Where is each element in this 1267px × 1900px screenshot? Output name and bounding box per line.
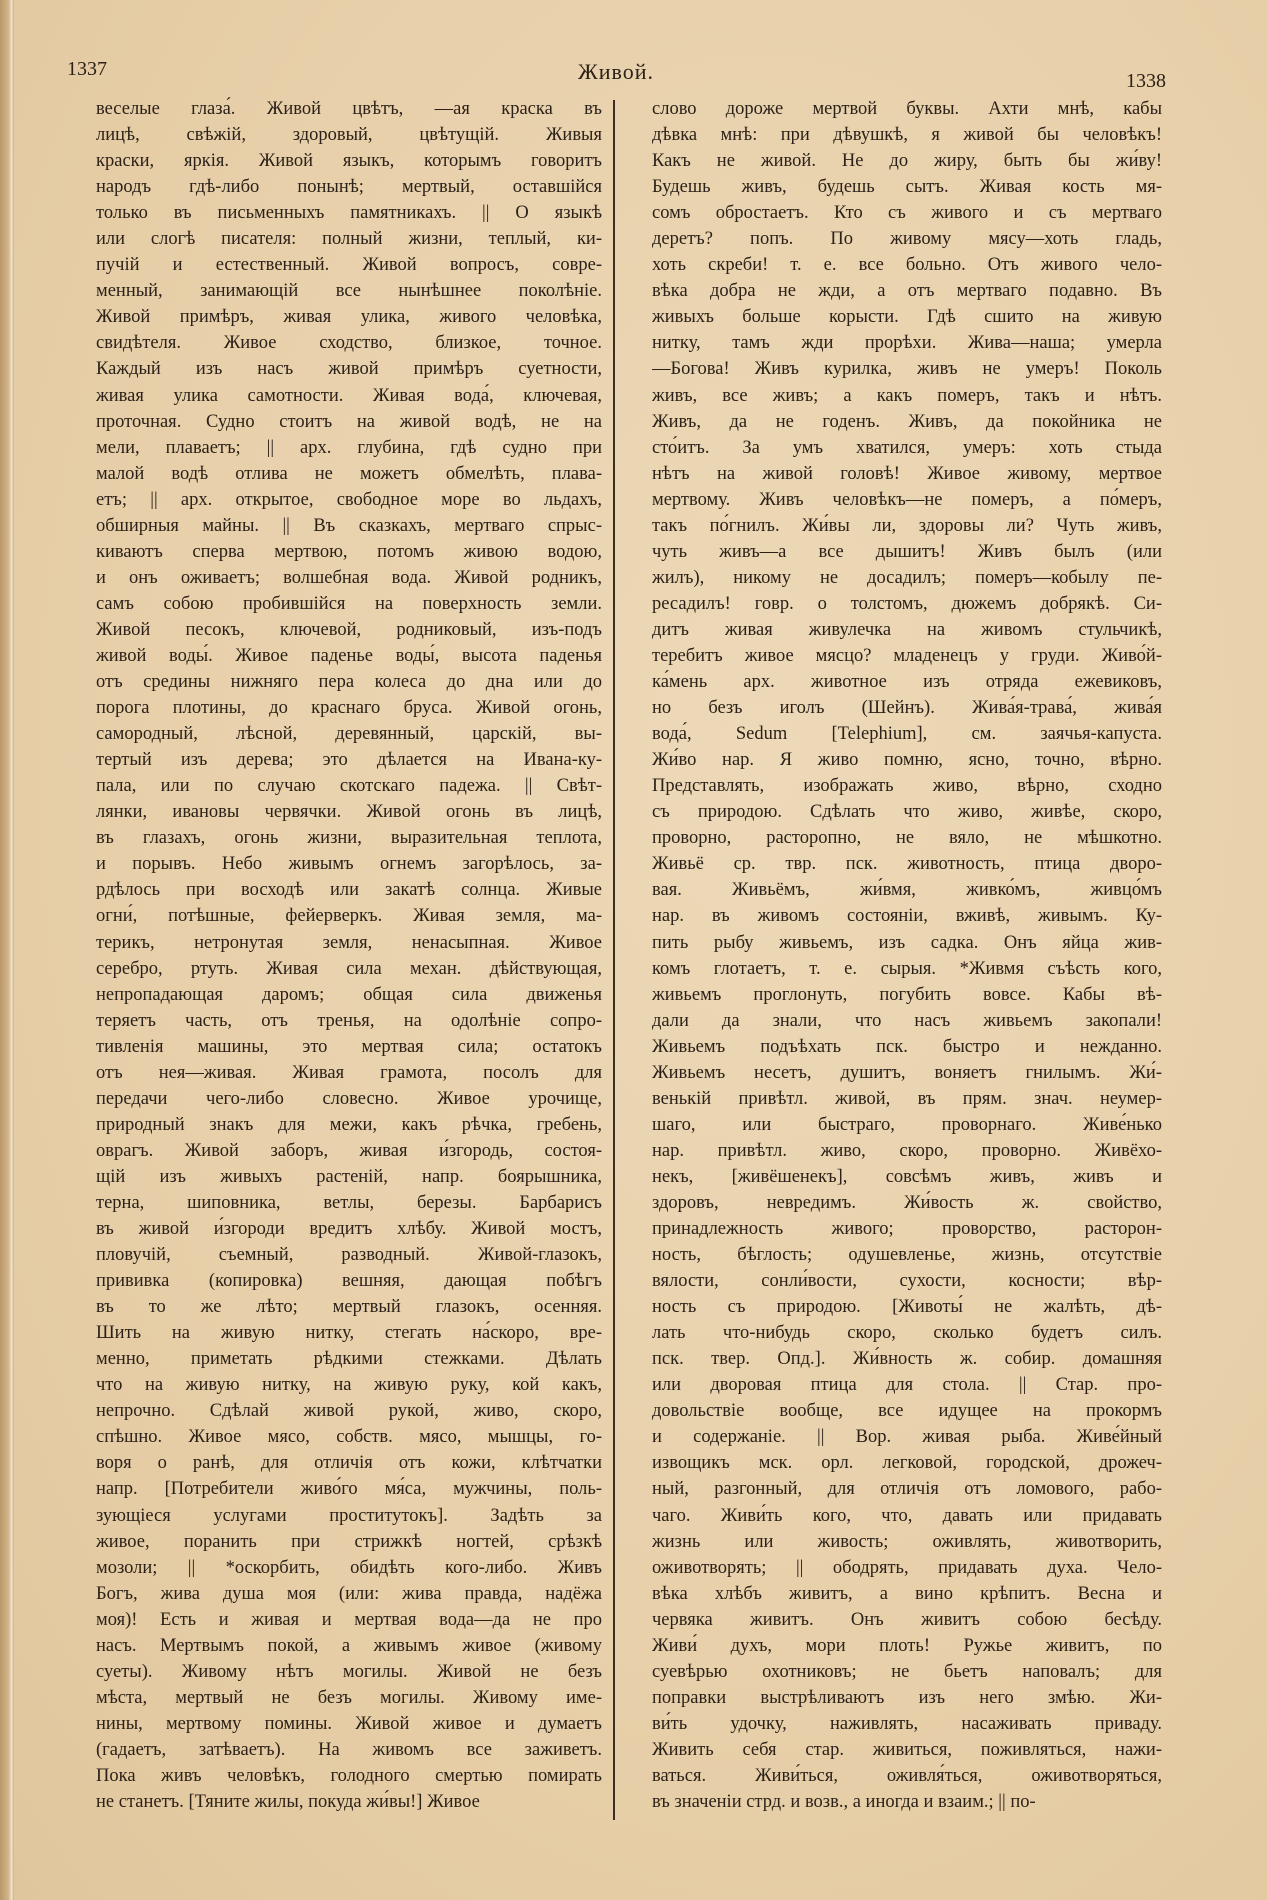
- text-line: обширныя майны. || Въ сказкахъ, мертваго спрыс-: [96, 515, 602, 536]
- text-line: хоть скреби! т. е. все больно. Отъ живого чело-: [652, 255, 1162, 276]
- text-line: Будешь живъ, будешь сытъ. Живая кость мя-: [652, 177, 1162, 198]
- text-line: менный, занимающій все нынѣшнее поколѣніе.: [96, 281, 602, 302]
- column-divider: [613, 100, 615, 1820]
- text-line: Пока живъ человѣкъ, голодного смертью помирать: [96, 1766, 602, 1786]
- text-line: непрочно. Сдѣлай живой рукой, живо, скоро,: [96, 1401, 602, 1422]
- text-line: менно, приметать рѣдкими стежками. Дѣлать: [96, 1349, 602, 1370]
- text-line: ресадилъ! говр. о толстомъ, дюжемъ добрякѣ. Си-: [652, 593, 1162, 614]
- text-line: Живой примѣръ, живая улика, живого человѣка,: [96, 307, 602, 328]
- text-line: живое, поранить при стрижкѣ ногтей, срѣзкѣ: [96, 1531, 602, 1552]
- text-line: деретъ? попъ. По живому мясу—хоть гладь,: [652, 229, 1162, 250]
- text-line: тивленія машины, это мертвая сила; остатокъ: [96, 1036, 602, 1057]
- text-line: вялости, сонли́вости, сухости, косности; вѣр-: [652, 1271, 1162, 1292]
- text-line: комъ глотаетъ, т. е. сырыя. *Живмя съѣсть кого,: [652, 958, 1162, 979]
- text-line: насъ. Мертвымъ покой, а живымъ живое (живому: [96, 1635, 602, 1656]
- text-line: щій изъ живыхъ растеній, напр. боярышника,: [96, 1166, 602, 1187]
- text-line: ка́мень арх. животное изъ отряда ежевиковъ,: [652, 672, 1162, 693]
- text-line: прививка (копировка) вешняя, дающая побѣгъ: [96, 1271, 602, 1292]
- text-line: не станетъ. [Тяните жилы, покуда жи́вы!] Живое: [96, 1792, 480, 1813]
- text-line: Живъ, да не годенъ. Живъ, да покойника не: [652, 411, 1162, 432]
- text-line: слово дороже мертвой буквы. Ахти мнѣ, кабы: [652, 99, 1162, 119]
- text-line: или дворовая птица для стола. || Стар. про-: [652, 1375, 1162, 1396]
- text-line: рдѣлось при восходѣ или закатѣ солнца. Живые: [96, 880, 602, 901]
- text-line: что на живую нитку, на живую руку, кой какъ,: [96, 1375, 602, 1396]
- text-line: етъ; || арх. открытое, свободное море во льдахъ,: [96, 489, 602, 510]
- text-line: ный, разгонный, для отличія отъ ломового, рабо-: [652, 1479, 1162, 1500]
- text-line: самъ собою пробившійся на поверхность земли.: [96, 593, 602, 614]
- page-header: [0, 56, 1267, 92]
- text-line: вода́, Sedum [Telephium], см. заячья-капуста.: [652, 724, 1162, 745]
- text-column-right: [652, 96, 1162, 1815]
- text-line: напр. [Потребители живо́го мя́са, мужчины, поль-: [96, 1479, 602, 1500]
- text-line: червяка живитъ. Онъ живитъ собою бесѣду.: [652, 1609, 1162, 1630]
- text-line: живая улика самотности. Живая вода́, ключевая,: [96, 385, 602, 406]
- text-line: —Богова! Живъ курилка, живъ не умеръ! Поколь: [652, 359, 1162, 380]
- text-line: вѣка добра не жди, а отъ мертваго подавно. Въ: [652, 281, 1162, 302]
- text-line: киваютъ сперва мертвою, потомъ живою водою,: [96, 541, 602, 562]
- text-line: здоровъ, невредимъ. Жи́вость ж. свойство,: [652, 1192, 1162, 1213]
- text-line: вая. Живьёмъ, жи́вмя, живко́мъ, живцо́мъ: [652, 880, 1162, 901]
- text-line: проточная. Судно стоитъ на живой водѣ, не на: [96, 411, 602, 432]
- text-line: лянки, ивановы червячки. Живой огонь въ лицѣ,: [96, 802, 602, 823]
- text-line: живыхъ больше корысти. Гдѣ сшито на живую: [652, 307, 1162, 328]
- text-line: лать что-нибудь скоро, сколько будетъ силъ.: [652, 1323, 1162, 1344]
- text-line: нитку, тамъ жди прорѣхи. Жива—наша; умерла: [652, 333, 1162, 354]
- text-line: суевѣрью охотниковъ; не бьетъ наповалъ; для: [652, 1661, 1162, 1682]
- text-line: пск. твер. Опд.]. Жи́вность ж. собир. домашняя: [652, 1349, 1162, 1370]
- text-line: но безъ иголъ (Шейнъ). Жива́я-трава́, жива́я: [652, 698, 1162, 719]
- text-line: жилъ), никому не досадилъ; померъ—кобылу пе-: [652, 567, 1162, 588]
- text-line: некъ, [живёшенекъ], совсѣмъ живъ, живъ и: [652, 1166, 1162, 1187]
- text-line: Живить себя стар. живиться, поживляться, нажи-: [652, 1739, 1162, 1760]
- text-line: природный знакъ для межи, какъ рѣчка, гребень,: [96, 1114, 602, 1135]
- text-line: Живьемъ подъѣхать пск. быстро и нежданно.: [652, 1036, 1162, 1057]
- text-line: нѣтъ на живой головѣ! Живое живому, мертвое: [652, 463, 1162, 484]
- text-line: чуть живъ—а все дышитъ! Живъ былъ (или: [652, 541, 1162, 562]
- text-line: пловучій, съемный, разводный. Живой-глазокъ,: [96, 1245, 602, 1266]
- text-line: Живой песокъ, ключевой, родниковый, изъ-подъ: [96, 619, 602, 640]
- text-line: живъ, все живъ; а какъ померъ, такъ и нѣтъ.: [652, 385, 1162, 406]
- text-line: или слогѣ писателя: полный жизни, теплый, ки-: [96, 229, 602, 250]
- book-binding-edge: [0, 0, 14, 1900]
- text-line: серебро, ртуть. Живая сила механ. дѣйствующая,: [96, 958, 602, 979]
- text-line: Живи́ духъ, мори плоть! Ружье живитъ, по: [652, 1635, 1162, 1656]
- text-line: пить рыбу живьемъ, изъ садка. Онъ яйца жив-: [652, 932, 1162, 953]
- text-line: только въ письменныхъ памятникахъ. || О языкѣ: [96, 203, 602, 224]
- text-line: живьемъ проглонуть, погубить вовсе. Кабы вѣ-: [652, 984, 1162, 1005]
- page-number-right: 1338: [1126, 70, 1166, 92]
- text-line: извощикъ мск. орл. легковой, городской, дрожеч-: [652, 1453, 1162, 1474]
- text-line: такъ по́гнилъ. Жи́вы ли, здоровы ли? Чуть живъ,: [652, 515, 1162, 536]
- text-line: веселые глаза́. Живой цвѣтъ, —ая краска въ: [96, 99, 602, 119]
- text-line: шаго, или быстраго, проворнаго. Живе́нько: [652, 1114, 1162, 1135]
- running-head-title: Живой.: [578, 59, 654, 84]
- text-line: поправки выстрѣливаютъ изъ него змѣю. Жи-: [652, 1687, 1162, 1708]
- text-line: спѣшно. Живое мясо, собств. мясо, мышцы, го-: [96, 1427, 602, 1448]
- text-line: нины, мертвому помины. Живой живое и думаетъ: [96, 1713, 602, 1734]
- text-line: въ глазахъ, огонь жизни, выразительная теплота,: [96, 828, 602, 849]
- text-line: терикъ, нетронутая земля, ненасыпная. Живое: [96, 932, 602, 953]
- text-line: отъ средины нижняго пера колеса до дна или до: [96, 672, 602, 693]
- text-line: лицѣ, свѣжій, здоровый, цвѣтущій. Живыя: [96, 125, 602, 146]
- text-line: живой воды́. Живое паденье воды́, высота паденья: [96, 645, 602, 666]
- text-line: теребитъ живое мясцо? младенецъ у груди. Живо́й-: [652, 645, 1162, 666]
- text-line: оврагъ. Живой заборъ, живая и́згородь, состоя-: [96, 1140, 602, 1161]
- text-line: Представлять, изображать живо, вѣрно, сходно: [652, 776, 1162, 797]
- text-line: самородный, лѣсной, деревянный, царскій, вы-: [96, 724, 602, 745]
- text-line: передачи чего-либо словесно. Живое урочище,: [96, 1088, 602, 1109]
- text-line: и онъ оживаетъ; волшебная вода. Живой родникъ,: [96, 567, 602, 588]
- text-line: пала, или по случаю скотскаго падежа. || Свѣт-: [96, 776, 602, 797]
- text-line: мертвому. Живъ человѣкъ—не померъ, а по́меръ,: [652, 489, 1162, 510]
- text-line: чаго. Живи́ть кого, что, давать или придавать: [652, 1505, 1162, 1526]
- text-line: моя)! Есть и живая и мертвая вода—да не про: [96, 1609, 602, 1630]
- text-line: нар. привѣтл. живо, скоро, проворно. Живёхо-: [652, 1140, 1162, 1161]
- text-line: Каждый изъ насъ живой примѣръ суетности,: [96, 359, 602, 380]
- text-line: вѣка хлѣбъ живитъ, а вино крѣпитъ. Весна и: [652, 1583, 1162, 1604]
- text-line: въ живой и́згороди вредитъ хлѣбу. Живой мостъ,: [96, 1219, 602, 1240]
- text-line: (гадаетъ, затѣваетъ). На живомъ все заживетъ.: [96, 1739, 602, 1760]
- text-column-left: [96, 96, 602, 1815]
- text-line: малой водѣ отлива не можетъ обмелѣть, плава-: [96, 463, 602, 484]
- text-line: Богъ, жива душа моя (или: жива правда, надёжа: [96, 1583, 602, 1604]
- text-line: дали да знали, что насъ живьемъ закопали!: [652, 1010, 1162, 1031]
- text-line: пучій и естественный. Живой вопросъ, совре-: [96, 255, 602, 276]
- text-line: порога плотины, до краснаго бруса. Живой огонь,: [96, 698, 602, 719]
- text-line: суеты). Живому нѣтъ могилы. Живой не безъ: [96, 1661, 602, 1682]
- text-line: Какъ не живой. Не до жиру, быть бы жи́ву!: [652, 151, 1162, 172]
- text-line: жизнь или живость; оживлять, животворить,: [652, 1531, 1162, 1552]
- text-line: сомъ обростаетъ. Кто съ живого и съ мертваго: [652, 203, 1162, 224]
- text-line: венькій привѣтл. живой, въ прям. знач. неумер-: [652, 1088, 1162, 1109]
- text-line: ность, бѣглость; одушевленье, жизнь, отсутствіе: [652, 1245, 1162, 1266]
- text-line: воря о ранѣ, для отличія отъ кожи, клѣтчатки: [96, 1453, 602, 1474]
- text-line: дитъ живая живулечка на живомъ стульчикѣ,: [652, 619, 1162, 640]
- text-line: свидѣтеля. Живое сходство, близкое, точное.: [96, 333, 602, 354]
- text-line: Живьемъ несетъ, душитъ, воняетъ гнилымъ. Жи́-: [652, 1062, 1162, 1083]
- text-line: мозоли; || *оскорбить, обидѣть кого-либо. Живъ: [96, 1557, 602, 1578]
- text-line: народъ гдѣ-либо понынѣ; мертвый, оставшійся: [96, 177, 602, 198]
- text-line: оживотворять; || ободрять, придавать духа. Чело-: [652, 1557, 1162, 1578]
- text-line: краски, яркія. Живой языкъ, которымъ говоритъ: [96, 151, 602, 172]
- text-line: мели, плаваетъ; || арх. глубина, гдѣ судно при: [96, 437, 602, 458]
- text-line: и порывъ. Небо живымъ огнемъ загорѣлось, за-: [96, 854, 602, 875]
- text-line: принадлежность живого; проворство, расторон-: [652, 1219, 1162, 1240]
- text-line: сто́итъ. За умъ хватился, умеръ: хоть стыда: [652, 437, 1162, 458]
- text-line: и содержаніе. || Вор. живая рыба. Живе́йный: [652, 1427, 1162, 1448]
- text-line: огни́, потѣшные, фейерверкъ. Живая земля, ма-: [96, 906, 602, 927]
- text-line: мѣста, мертвый не безъ могилы. Живому име-: [96, 1687, 602, 1708]
- text-line: довольствіе вообще, все идущее на прокормъ: [652, 1401, 1162, 1422]
- text-line: проворно, расторопно, не вяло, не мѣшкотно.: [652, 828, 1162, 849]
- text-line: дѣвка мнѣ: при дѣвушкѣ, я живой бы человѣкъ!: [652, 125, 1162, 146]
- text-line: съ природою. Сдѣлать что живо, живѣе, скоро,: [652, 802, 1162, 823]
- text-line: нар. въ живомъ состояніи, вживѣ, живымъ. Ку-: [652, 906, 1162, 927]
- text-line: непропадающая даромъ; общая сила движенья: [96, 984, 602, 1005]
- text-line: Живьё ср. твр. пск. животность, птица дворо-: [652, 854, 1162, 875]
- text-line: ваться. Живи́ться, оживля́ться, оживотворяться,: [652, 1766, 1162, 1786]
- text-line: въ значеніи стрд. и возв., а иногда и взаим.; || по-: [652, 1792, 1036, 1813]
- text-line: Жи́во нар. Я живо помню, ясно, точно, вѣрно.: [652, 750, 1162, 771]
- text-line: отъ нея—живая. Живая грамота, посолъ для: [96, 1062, 602, 1083]
- text-line: ви́ть удочку, наживлять, насаживать приваду.: [652, 1713, 1162, 1734]
- text-line: терна, шиповника, ветлы, березы. Барбарисъ: [96, 1192, 602, 1213]
- text-line: Шить на живую нитку, стегать на́скоро, вре-: [96, 1323, 602, 1344]
- text-line: тертый изъ дерева; это дѣлается на Ивана-ку-: [96, 750, 602, 771]
- text-line: въ то же лѣто; мертвый глазокъ, осенняя.: [96, 1297, 602, 1318]
- text-line: зующіеся услугами проститутокъ]. Задѣть за: [96, 1505, 602, 1526]
- text-line: ность съ природою. [Животы́ не жалѣть, дѣ-: [652, 1297, 1162, 1318]
- text-line: теряетъ часть, отъ тренья, на одолѣніе сопро-: [96, 1010, 602, 1031]
- page-number-left: 1337: [67, 58, 107, 80]
